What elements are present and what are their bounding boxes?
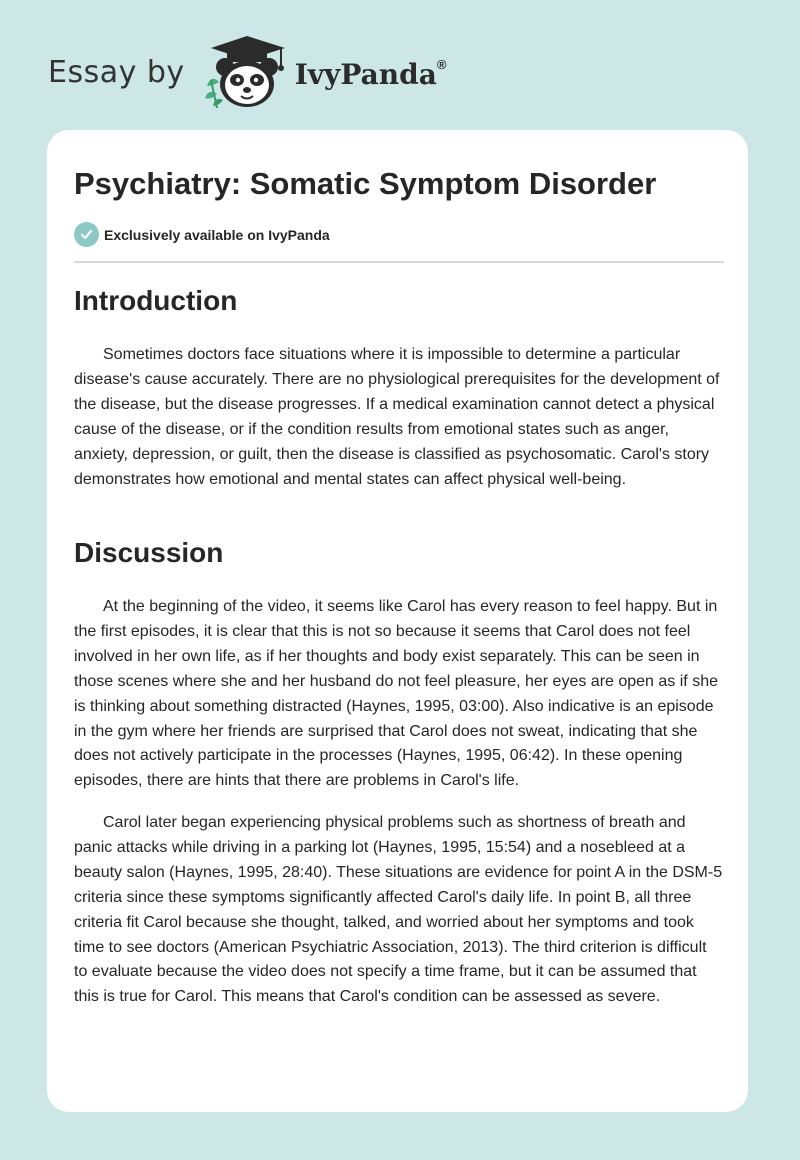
paragraph: Sometimes doctors face situations where it is impossible to determine a particular disease's cause accurately. There are no physiological prerequisites for the development of the disease, but the disease progresses. If a medical examination cannot detect a physical cause of the disease, or if the condition results from emotional states such as anger, anxiety, depression, or guilt, then the disease is classified as psychosomatic. Carol's story demonstrates how emotional and mental states can affect physical well-being.	[74, 346, 720, 488]
brand-text: IvyPanda	[294, 57, 437, 91]
brand-name[interactable]	[295, 58, 447, 91]
essay-by-label: Essay by	[48, 54, 185, 90]
paragraph: At the beginning of the video, it seems like Carol has every reason to feel happy. But in the first episodes, it is clear that this is not so because it seems that Carol does not feel involved in her own life, as if her thoughts and body exist separately. This can be seen in those scenes where she and her husband do not feel pleasure, her eyes are open as if she is thinking about something distracted (Haynes, 1995, 03:00). Also indicative is an episode in the gym where her friends are surprised that Carol does not sweat, indicating that she does not actively participate in the processes (Haynes, 1995, 06:42). In these opening episodes, there are hints that there are problems in Carol's life.	[74, 598, 718, 790]
registered-mark: ®	[436, 57, 447, 73]
check-icon	[74, 222, 99, 247]
paragraph: Carol later began experiencing physical problems such as shortness of breath and panic attacks while driving in a parking lot (Haynes, 1995, 15:54) and a nosebleed at a beauty salon (Haynes, 1995, 28:40). These situations are evidence for point A in the DSM-5 criteria since these symptoms significantly affected Carol's daily life. In point B, all three criteria fit Carol because she thought, talked, and worried about her symptoms and took time to see doctors (American Psychiatric Association, 2013). The third criterion is difficult to evaluate because the video does not specify a time frame, but it can be assumed that this is true for Carol. This means that Carol's condition can be assessed as severe.	[74, 814, 723, 1006]
exclusive-badge	[74, 222, 330, 247]
section-heading-introduction: Introduction	[74, 285, 238, 316]
essay-card	[47, 130, 748, 1112]
badge-label: Exclusively available on IvyPanda	[104, 226, 330, 243]
divider	[74, 261, 724, 263]
section-heading-discussion: Discussion	[74, 537, 224, 568]
panda-graduate-icon[interactable]	[201, 34, 293, 110]
site-header	[48, 34, 446, 110]
page-title: Psychiatry: Somatic Symptom Disorder	[74, 166, 657, 201]
